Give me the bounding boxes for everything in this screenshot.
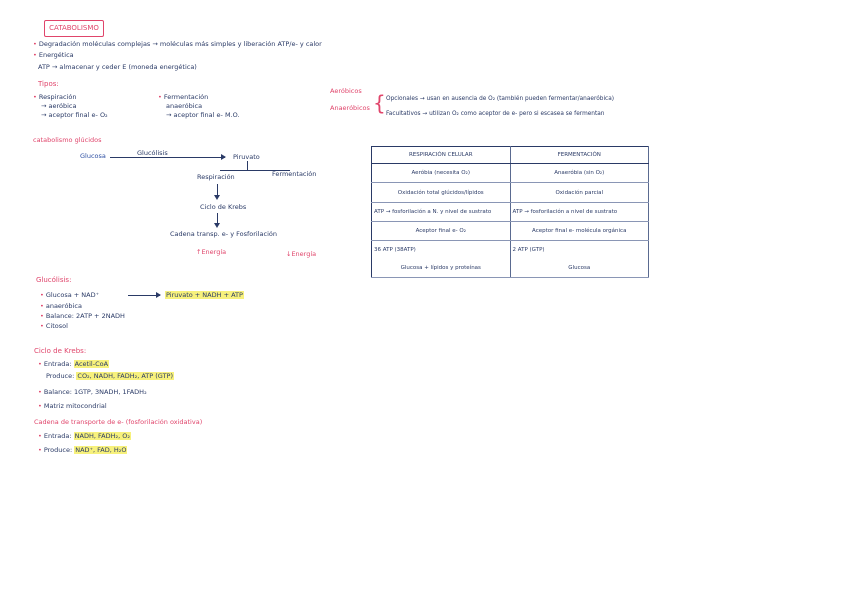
types-heading: Tipos: [38,80,59,88]
types-aerobica: → aeróbica [41,102,77,110]
cadena-line-1-value: NADH, FADH₂, O₂ [74,432,130,440]
table-cell: 2 ATP (GTP) [510,241,649,259]
table-row [372,164,649,183]
arrow-down-icon [217,213,218,226]
table-row [372,202,649,221]
branch-stem [247,161,248,170]
table-header: FERMENTACIÓN [510,147,649,164]
table-cell: Aeróbia (necesita O₂) [372,164,511,183]
types-anaerobica: anaeróbica [166,102,203,110]
glucolisis-item-3: • Balance: 2ATP + 2NADH [40,312,125,320]
cadena-line-2-value: NAD⁺, FAD, H₂O [75,446,127,454]
glucolisis-item-text: anaeróbica [45,302,82,310]
types-respiracion: Respiración [38,93,77,101]
comparison-table [371,146,649,278]
table-cell: ATP → fosforilación a nivel de sustrato [510,202,649,221]
intro-line-1 [33,40,322,48]
table-cell: 36 ATP (38ATP) [372,241,511,259]
types-col-1: • Respiración → aeróbica → aceptor final e- O₂ [33,93,108,119]
krebs-line-3-text: Balance: 1GTP, 3NADH, 1FADH₂ [43,388,147,396]
respiracion-label: Respiración [197,173,235,181]
organisms-label-1: Aeróbicos [330,87,362,95]
brace-icon: { [373,91,386,115]
cadena-line-2-label: Produce: [43,446,73,454]
krebs-line-2-value: CO₂, NADH, FADH₂, ATP (GTP) [77,372,174,380]
types-fermentacion: Fermentación [163,93,209,101]
table-cell: ATP → fosforilación a N. y nivel de sustrato [372,202,511,221]
intro-line-3: ATP → almacenar y ceder E (moneda energética) [38,63,197,71]
bullet-icon: • [33,51,37,59]
glucolisis-item-4: • Citosol [40,322,68,330]
krebs-line-3: • Balance: 1GTP, 3NADH, 1FADH₂ [38,388,147,396]
piruvato-label: Piruvato [233,153,260,161]
cadena-label: Cadena transp. e- y Fosforilación [170,230,277,238]
table-cell: Oxidación total glúcidos/lípidos [372,183,511,202]
table-row [372,183,649,202]
organisms-row-1: Opcionales → usan en ausencia de O₂ (también pueden fermentar/anaeróbica) [386,96,615,102]
krebs-line-1: • Entrada: Acetil-CoA [38,360,109,368]
arrow-down-icon [217,184,218,198]
table-row [372,259,649,277]
glucolisis-item-text: Glucosa + NAD⁺ [45,291,100,299]
intro-text-1: Degradación moléculas complejas → moléculas más simples y liberación ATP/e- y calor [38,40,322,48]
cadena-line-1: • Entrada: NADH, FADH₂, O₂ [38,432,130,440]
mas-energia-label: ↑Energía [196,248,227,256]
glucolisis-item-1: • Glucosa + NAD⁺ [40,291,100,299]
fermentacion-label: Fermentación [272,170,317,178]
table-cell: Glucosa [510,259,649,277]
krebs-line-2-label: Produce: [46,372,75,380]
glucolisis-product [165,291,244,299]
types-aceptor-o2: → aceptor final e- O₂ [41,111,108,119]
intro-text-2: Energética [38,51,74,59]
bullet-icon: • [33,40,37,48]
cadena-line-2: • Produce: NAD⁺, FAD, H₂O [38,446,127,454]
krebs-label: Ciclo de Krebs [200,203,247,211]
arrow-right-icon [110,157,225,158]
glucolisis-item-text: Balance: 2ATP + 2NADH [45,312,125,320]
organisms-label-2: Anaeróbicos [330,104,370,112]
organisms-row-2: Facultativos → utilizan O₂ como aceptor de e- pero si escasea se fermentan [386,111,605,117]
table-row [372,241,649,259]
intro-line-2 [33,51,74,59]
glucolisis-item-2: • anaeróbica [40,302,82,310]
table-row [372,222,649,241]
glucose-path-heading: catabolismo glúcidos [33,136,102,144]
krebs-line-4-text: Matriz mitocondrial [43,402,107,410]
types-col-2: • Fermentación anaeróbica → aceptor final e- M.O. [158,93,240,119]
krebs-line-2 [46,372,174,380]
menos-energia-label: ↓Energía [286,250,317,258]
glucolisis-product-text: Piruvato + NADH + ATP [166,291,243,299]
cadena-heading: Cadena de transporte de e- (fosforilación oxidativa) [34,418,203,426]
types-aceptor-mo: → aceptor final e- M.O. [166,111,240,119]
krebs-line-4: • Matriz mitocondrial [38,402,107,410]
glucosa-label: Glucosa [80,152,106,160]
krebs-heading: Ciclo de Krebs: [34,347,87,355]
krebs-line-1-label: Entrada: [43,360,72,368]
arrow-right-icon [128,295,160,296]
table-header-row [372,147,649,164]
table-header: RESPIRACIÓN CELULAR [372,147,511,164]
glucolisis-heading: Glucólisis: [36,276,72,284]
table-cell: Aceptor final e- molécula orgánica [510,222,649,241]
table-cell: Glucosa + lípidos y proteínas [372,259,511,277]
page-title: CATABOLISMO [44,20,104,37]
glucolisis-label: Glucólisis [137,149,168,157]
table-cell: Anaeróbia (sin O₂) [510,164,649,183]
glucolisis-item-text: Citosol [45,322,68,330]
table-cell: Oxidación parcial [510,183,649,202]
cadena-line-1-label: Entrada: [43,432,72,440]
krebs-line-1-value: Acetil-CoA [74,360,109,368]
table-cell: Aceptor final e- O₂ [372,222,511,241]
